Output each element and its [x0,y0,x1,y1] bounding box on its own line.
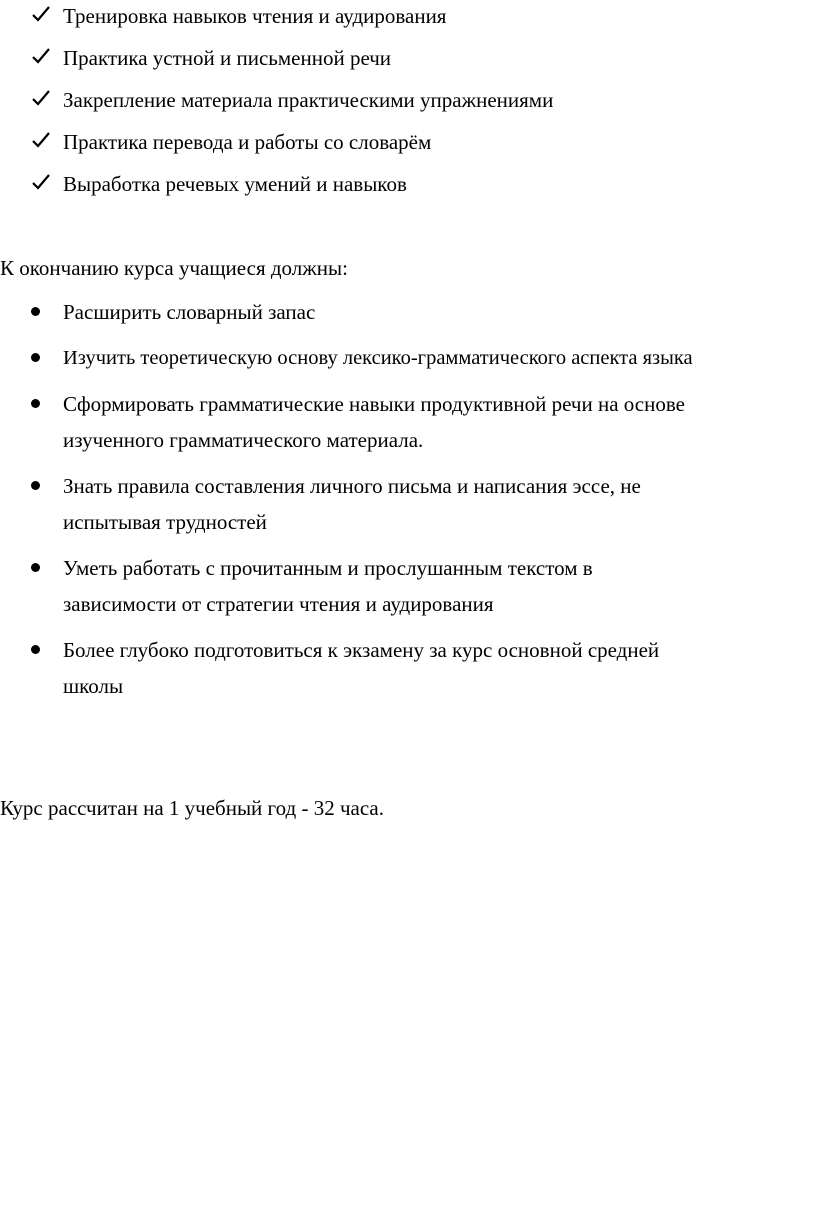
list-item [0,294,816,330]
list-item-label: Знать правила составления личного письма и написания эссе, не испытывая трудностей [63,474,641,534]
checkmark-icon [31,46,51,66]
list-item [0,386,816,458]
checklist-item [0,42,816,84]
checkmark-icon [31,88,51,108]
checkmark-icon [31,130,51,150]
list-item-label: Уметь работать с прочитанным и прослушанным текстом в зависимости от стратегии чтения и аудирования [63,556,593,616]
intro-paragraph: К окончанию курса учащиеся должны: [0,256,348,280]
checkmark-icon [31,4,51,24]
checklist-item [0,84,816,126]
list-item-label: Изучить теоретическую основу лексико-грамматического аспекта языка [63,347,693,369]
list-item-label: Сформировать грамматические навыки продуктивной речи на основе изученного грамматического материала. [63,392,685,452]
checklist-item-label: Закрепление материала практическими упражнениями [63,88,554,112]
checklist-item-label: Практика устной и письменной речи [63,46,392,70]
list-item [0,550,816,622]
bullet-dot-icon [31,481,40,490]
checklist-item [0,0,816,42]
list-item-label: Расширить словарный запас [63,300,316,324]
list-item-label: Более глубоко подготовиться к экзамену за курс основной средней школы [63,638,660,698]
bullet-dot-icon [31,399,40,408]
list-item [0,340,816,376]
outcomes-list [0,294,816,714]
bullet-dot-icon [31,353,40,362]
checklist-item [0,168,816,210]
course-duration-note: Курс рассчитан на 1 учебный год - 32 часа. [0,796,384,820]
list-item [0,468,816,540]
bullet-dot-icon [31,563,40,572]
checklist-item-label: Выработка речевых умений и навыков [63,172,407,196]
bullet-dot-icon [31,307,40,316]
checklist-item-label: Практика перевода и работы со словарём [63,130,432,154]
bullet-dot-icon [31,645,40,654]
checklist-item-label: Тренировка навыков чтения и аудирования [63,4,447,28]
checkmark-icon [31,172,51,192]
checklist-item [0,126,816,168]
skills-checklist [0,0,816,210]
list-item [0,632,816,704]
